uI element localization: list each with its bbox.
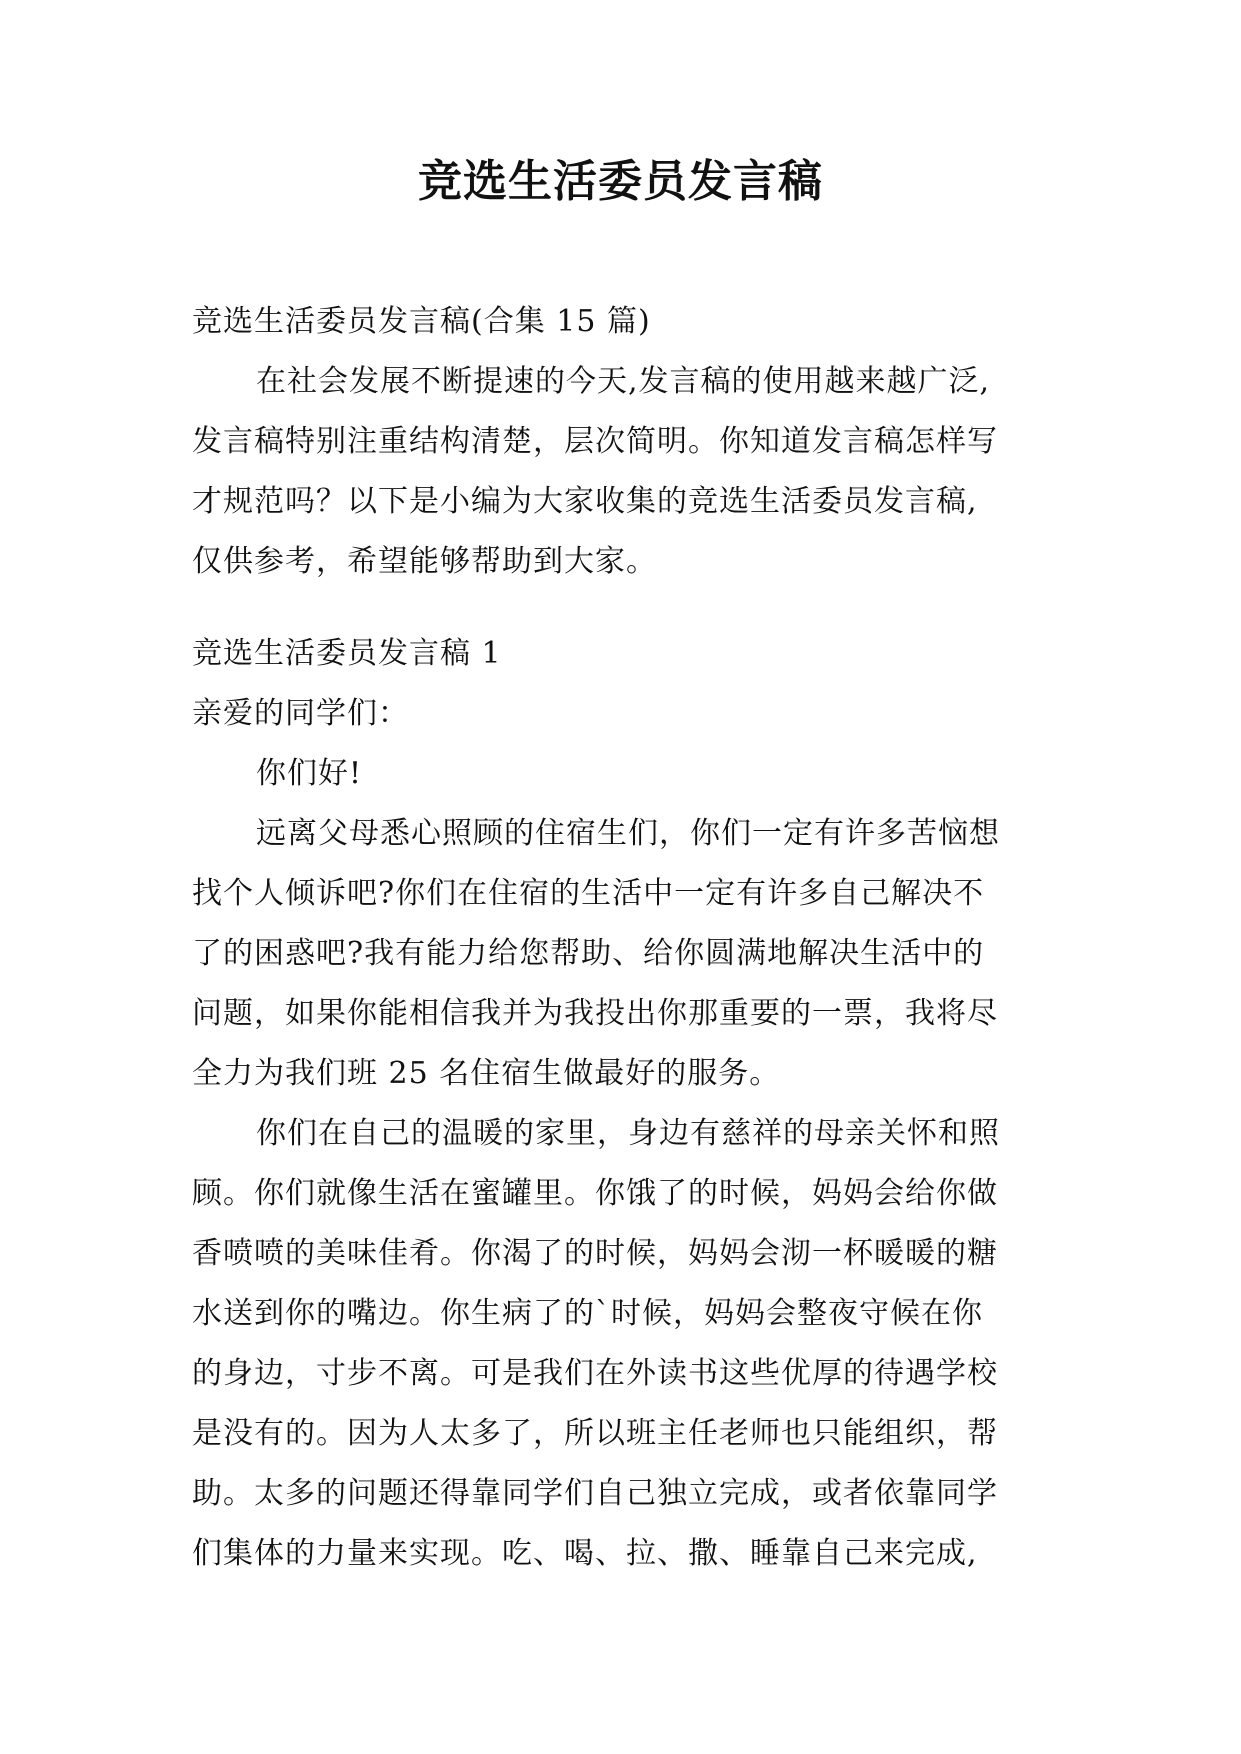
intro-line: 才规范吗？以下是小编为大家收集的竞选生活委员发言稿, bbox=[192, 484, 978, 519]
paragraph-line: 问题，如果你能相信我并为我投出你那重要的一票，我将尽 bbox=[192, 996, 998, 1031]
paragraph-line: 助。太多的问题还得靠同学们自己独立完成，或者依靠同学 bbox=[192, 1476, 998, 1511]
paragraph-line: 水送到你的嘴边。你生病了的`时候，妈妈会整夜守候在你 bbox=[192, 1296, 983, 1331]
paragraph-line: 全力为我们班 25 名住宿生做最好的服务。 bbox=[192, 1056, 781, 1091]
intro-line: 在社会发展不断提速的今天,发言稿的使用越来越广泛, bbox=[256, 364, 991, 399]
paragraph-line: 远离父母悉心照顾的住宿生们，你们一定有许多苦恼想 bbox=[256, 816, 1000, 851]
paragraph-line: 们集体的力量来实现。吃、喝、拉、撒、睡靠自己来完成, bbox=[192, 1536, 978, 1571]
section-spacer bbox=[192, 592, 1064, 624]
paragraph-line: 你们在自己的温暖的家里，身边有慈祥的母亲关怀和照 bbox=[256, 1116, 1000, 1151]
salutation: 亲爱的同学们： bbox=[192, 696, 409, 731]
section-heading: 竞选生活委员发言稿 1 bbox=[192, 636, 502, 671]
document-body bbox=[192, 292, 1064, 1584]
paragraph-line: 香喷喷的美味佳肴。你渴了的时候，妈妈会沏一杯暖暖的糖 bbox=[192, 1236, 998, 1271]
greeting: 你们好! bbox=[256, 756, 363, 791]
intro-line: 仅供参考，希望能够帮助到大家。 bbox=[192, 544, 657, 579]
paragraph-line: 是没有的。因为人太多了，所以班主任老师也只能组织，帮 bbox=[192, 1416, 998, 1451]
paragraph-line: 的身边，寸步不离。可是我们在外读书这些优厚的待遇学校 bbox=[192, 1356, 998, 1391]
document-subtitle: 竞选生活委员发言稿(合集 15 篇) bbox=[192, 304, 651, 339]
paragraph-line: 找个人倾诉吧?你们在住宿的生活中一定有许多自己解决不 bbox=[192, 876, 985, 911]
paragraph-line: 了的困惑吧?我有能力给您帮助、给你圆满地解决生活中的 bbox=[192, 936, 985, 971]
document-title: 竞选生活委员发言稿 bbox=[418, 156, 823, 207]
intro-line: 发言稿特别注重结构清楚，层次简明。你知道发言稿怎样写 bbox=[192, 424, 998, 459]
paragraph-line: 顾。你们就像生活在蜜罐里。你饿了的时候，妈妈会给你做 bbox=[192, 1176, 998, 1211]
